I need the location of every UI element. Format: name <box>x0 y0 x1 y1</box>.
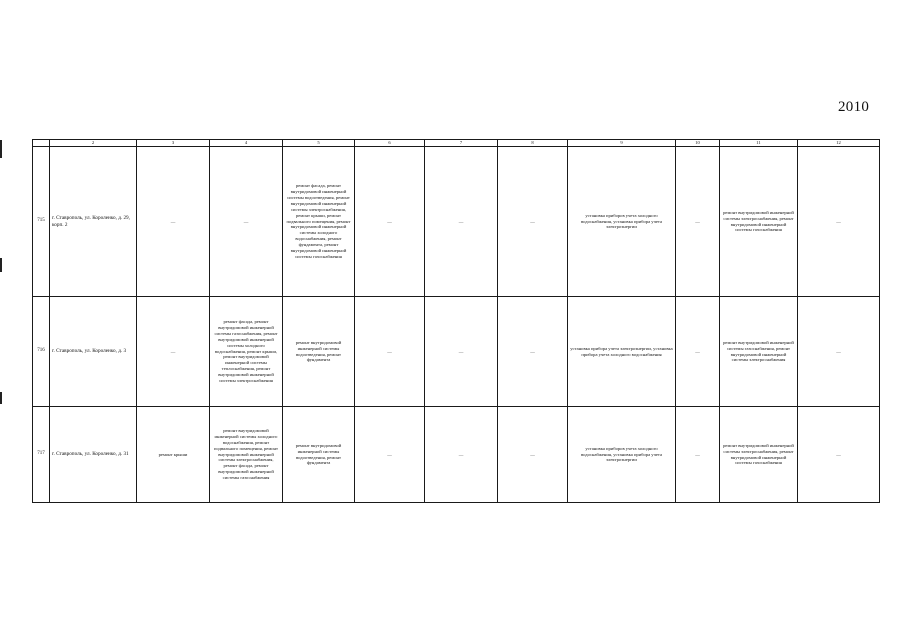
row-number: 717 <box>33 407 50 503</box>
column-header <box>33 140 50 147</box>
column-header: 8 <box>498 140 568 147</box>
dash-cell: — <box>137 297 210 407</box>
dash-cell: — <box>798 147 880 297</box>
address-cell: г. Ставрополь, ул. Короленко, д. 29, корп. 2 <box>50 147 137 297</box>
meters-cell: установка приборов учета холодного водоснабжения, установка прибора учета электроэнергии <box>568 147 676 297</box>
column-header: 4 <box>210 140 283 147</box>
works-cell: ремонт внутридомовой инженерной системы водоотведения, ремонт фундамента <box>283 297 355 407</box>
dash-cell: — <box>676 297 720 407</box>
column-header: 10 <box>676 140 720 147</box>
dash-cell: — <box>210 147 283 297</box>
page-number: 2010 <box>838 99 870 115</box>
dash-cell: — <box>425 147 498 297</box>
column-header: 7 <box>425 140 498 147</box>
repair-schedule-table-wrap <box>32 139 880 503</box>
address-cell: г. Ставрополь, ул. Короленко, д. 3 <box>50 297 137 407</box>
meters-cell: установка прибора учета электроэнергии, установка прибора учета холодного водоснабжения <box>568 297 676 407</box>
dash-cell: — <box>498 147 568 297</box>
dash-cell: — <box>425 297 498 407</box>
table-row <box>33 297 880 407</box>
dash-cell: — <box>798 407 880 503</box>
works-cell: ремонт крыши <box>137 407 210 503</box>
dash-cell: — <box>676 147 720 297</box>
column-header: 12 <box>798 140 880 147</box>
works-cell: ремонт внутридомовой инженерной системы холодного водоснабжения, ремонт подвального помещения, ремонт внутридомовой инженерной системы электроснабжения, ремонт фасада, ремонт внутридомовой инженерной системы газоснабжения <box>210 407 283 503</box>
column-header: 6 <box>355 140 425 147</box>
table-row <box>33 407 880 503</box>
dash-cell: — <box>498 407 568 503</box>
dash-cell: — <box>798 297 880 407</box>
repair-schedule-table <box>32 139 880 503</box>
dash-cell: — <box>498 297 568 407</box>
scan-edge-mark <box>0 258 2 272</box>
row-number: 716 <box>33 297 50 407</box>
works-cell: ремонт внутридомовой инженерной системы электроснабжения, ремонт внутридомовой инженерной системы газоснабжения <box>720 407 798 503</box>
works-cell: ремонт внутридомовой инженерной системы водоотведения, ремонт фундамента <box>283 407 355 503</box>
works-cell: ремонт фасада, ремонт внутридомовой инженерной системы водоотведения, ремонт внутридомовой инженерной системы электроснабжения, ремонт крыши, ремонт подвального помещения, ремонт внутридомовой инженерной системы холодного водоснабжения, ремонт фундамента, ремонт внутридомовой инженерной системы газоснабжения <box>283 147 355 297</box>
dash-cell: — <box>355 407 425 503</box>
dash-cell: — <box>137 147 210 297</box>
scan-edge-mark <box>0 140 2 158</box>
scan-edge-mark <box>0 392 2 404</box>
dash-cell: — <box>355 297 425 407</box>
column-header: 2 <box>50 140 137 147</box>
works-cell: ремонт фасада, ремонт внутридомовой инженерной системы газоснабжения, ремонт внутридомовой инженерной системы холодного водоснабжения, ремонт крыши, ремонт внутридомовой инженерной системы теплоснабжения, ремонт внутридомовой инженерной системы электроснабжения <box>210 297 283 407</box>
works-cell: ремонт внутридомовой инженерной системы газоснабжения, ремонт внутридомовой инженерной системы электроснабжения <box>720 297 798 407</box>
address-cell: г. Ставрополь, ул. Короленко, д. 31 <box>50 407 137 503</box>
dash-cell: — <box>425 407 498 503</box>
column-header: 11 <box>720 140 798 147</box>
table-row <box>33 147 880 297</box>
column-header: 5 <box>283 140 355 147</box>
meters-cell: установка приборов учета холодного водоснабжения, установка прибора учета электроэнергии <box>568 407 676 503</box>
column-header: 9 <box>568 140 676 147</box>
column-header: 3 <box>137 140 210 147</box>
row-number: 715 <box>33 147 50 297</box>
dash-cell: — <box>355 147 425 297</box>
works-cell: ремонт внутридомовой инженерной системы электроснабжения, ремонт внутридомовой инженерной системы газоснабжения <box>720 147 798 297</box>
column-header-row <box>33 140 880 147</box>
dash-cell: — <box>676 407 720 503</box>
